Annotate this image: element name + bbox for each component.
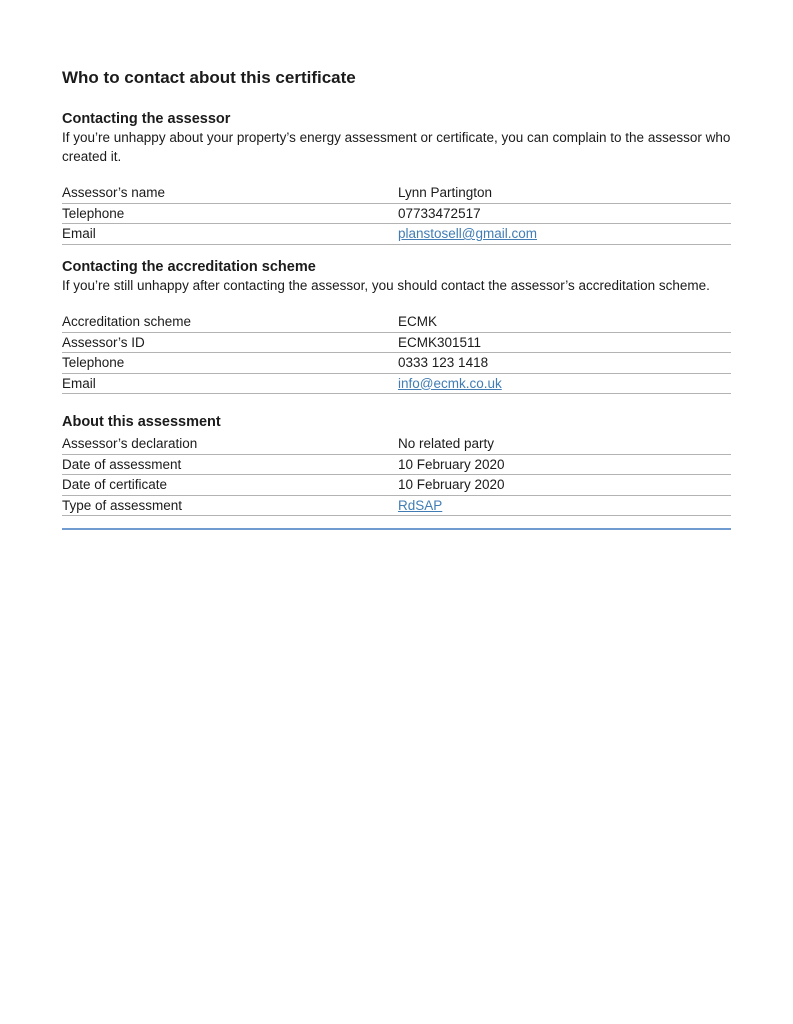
row-label: Accreditation scheme — [62, 314, 192, 329]
section-contacting-assessor — [62, 111, 731, 245]
date-of-assessment-value: 10 February 2020 — [398, 456, 505, 472]
scheme-telephone-value: 0333 123 1418 — [398, 355, 489, 370]
assessment-type-link[interactable]: RdSAP — [398, 497, 443, 513]
table-row — [62, 455, 731, 476]
table-row — [62, 434, 731, 455]
assessment-details-table — [62, 434, 731, 516]
table-row — [62, 374, 731, 395]
table-row — [62, 333, 731, 354]
section-heading: Contacting the accreditation scheme — [62, 258, 316, 275]
section-about-assessment — [62, 414, 731, 516]
row-label: Email — [62, 375, 96, 391]
row-label: Date of certificate — [62, 477, 168, 492]
accreditation-scheme-value: ECMK — [398, 314, 438, 329]
row-label: Telephone — [62, 205, 125, 221]
table-row — [62, 353, 731, 374]
section-intro-text: If you’re unhappy about your property’s energy assessment or certificate, you can complain to the assessor who created it. — [62, 130, 731, 164]
date-of-certificate-value: 10 February 2020 — [398, 477, 505, 492]
row-label: Assessor’s ID — [62, 334, 145, 350]
row-label: Type of assessment — [62, 497, 183, 513]
row-label: Date of assessment — [62, 456, 182, 472]
section-intro-text: If you’re still unhappy after contacting the assessor, you should contact the assessor’s accreditation scheme. — [62, 277, 710, 293]
page-bottom-divider — [62, 528, 731, 530]
section-heading: Contacting the assessor — [62, 111, 231, 127]
assessor-id-value: ECMK301511 — [398, 334, 482, 350]
table-row — [62, 204, 731, 225]
page-title: Who to contact about this certificate — [62, 68, 356, 87]
table-row — [62, 183, 731, 204]
assessor-telephone-value: 07733472517 — [398, 205, 481, 221]
assessor-details-table — [62, 183, 731, 245]
assessor-name-value: Lynn Partington — [398, 185, 493, 200]
row-label: Assessor’s name — [62, 185, 166, 200]
scheme-email-link[interactable]: info@ecmk.co.uk — [398, 375, 502, 391]
table-row — [62, 496, 731, 517]
row-label: Assessor’s declaration — [62, 436, 198, 451]
table-row — [62, 312, 731, 333]
accreditation-details-table — [62, 312, 731, 394]
section-heading: About this assessment — [62, 414, 221, 430]
table-row — [62, 475, 731, 496]
table-row — [62, 224, 731, 245]
assessor-email-link[interactable]: planstosell@gmail.com — [398, 226, 538, 241]
row-label: Email — [62, 226, 96, 241]
section-accreditation-scheme — [62, 259, 731, 395]
assessor-declaration-value: No related party — [398, 436, 495, 451]
row-label: Telephone — [62, 355, 125, 370]
